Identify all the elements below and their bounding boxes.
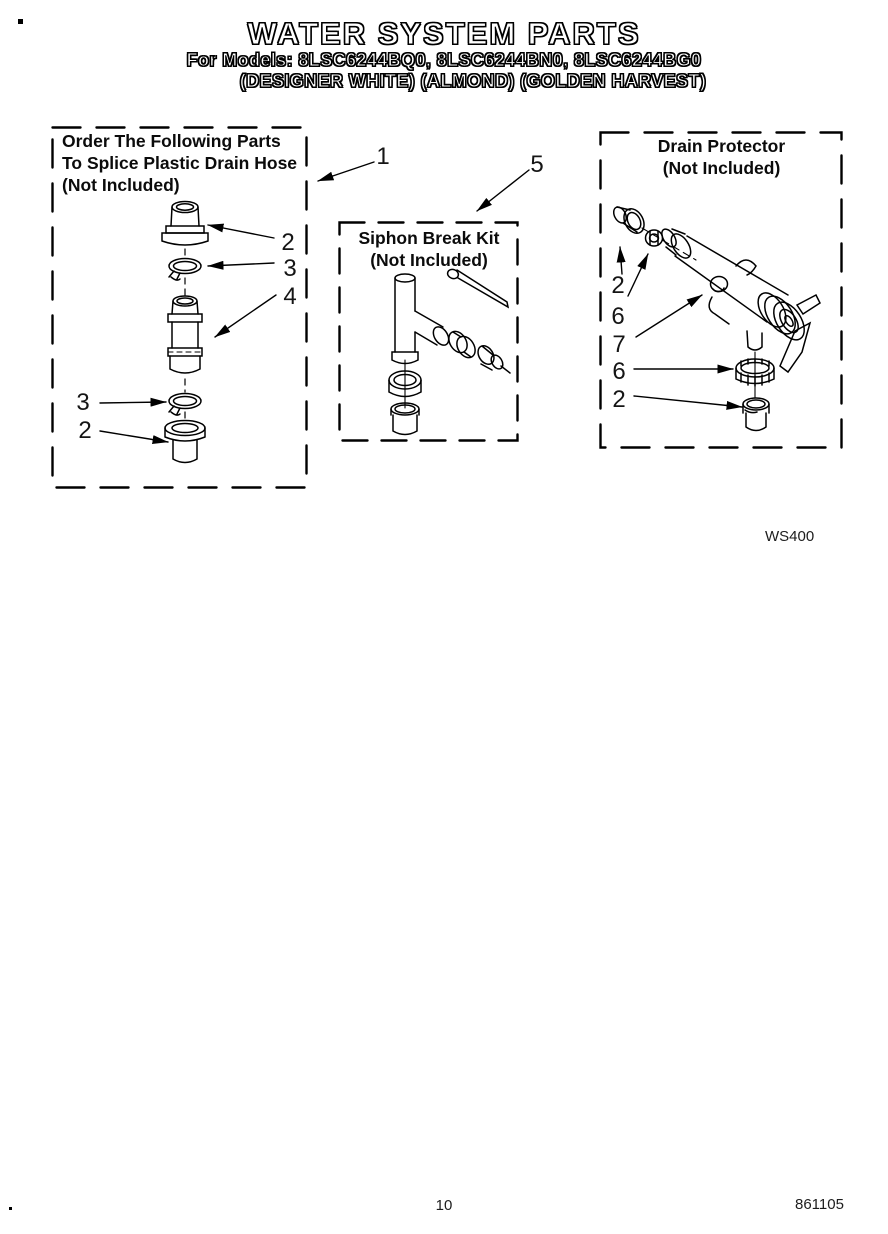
callout-splice-top-clamp: 3 — [283, 255, 297, 282]
siphon-parts-drawing — [389, 268, 510, 435]
callout-splice-top-coupling: 2 — [281, 229, 295, 256]
registration-mark-top-left — [18, 19, 23, 24]
siphon-coupling-part — [475, 343, 510, 373]
splice-bottom-coupling-part — [165, 421, 205, 463]
siphon-box-title — [340, 227, 518, 271]
page-number: 10 — [435, 1197, 453, 1214]
callout-splice-bottom-coupling: 2 — [78, 417, 92, 444]
drain-body-part — [659, 227, 820, 372]
callout-splice-bottom-clamp: 3 — [76, 389, 90, 416]
diagram-code: WS400 — [765, 528, 815, 545]
callout-main-assembly: 1 — [376, 143, 390, 170]
drain-top-coupling-part — [611, 205, 648, 237]
registration-mark-bottom-left — [9, 1207, 12, 1210]
drain-box-title-line1: Drain Protector — [657, 136, 786, 156]
doc-number: 861105 — [795, 1196, 844, 1213]
splice-box-title-line2: To Splice Plastic Drain Hose — [62, 153, 298, 173]
top-callout-arrows — [318, 162, 529, 211]
callout-drain-bottom-coupling: 2 — [612, 386, 626, 413]
callout-splice-connector: 4 — [283, 283, 297, 310]
splice-box-title-line1: Order The Following Parts — [62, 131, 281, 151]
callout-drain-body: 7 — [612, 331, 626, 358]
page-title: WATER SYSTEM PARTS — [247, 16, 641, 51]
drain-box-title — [601, 135, 842, 179]
callout-drain-top-coupling: 2 — [611, 272, 625, 299]
splice-top-clamp-part — [169, 259, 201, 281]
siphon-box-title-line2: (Not Included) — [370, 250, 488, 270]
splice-box-title-line3: (Not Included) — [62, 175, 180, 195]
colors-line: (DESIGNER WHITE) (ALMOND) (GOLDEN HARVEST) — [239, 71, 707, 91]
drain-box-border — [601, 133, 842, 448]
splice-parts-drawing — [100, 202, 276, 463]
callout-drain-bottom-clamp: 6 — [612, 358, 626, 385]
drain-bottom-coupling-part — [743, 398, 769, 431]
drain-callout-arrows — [620, 247, 742, 407]
siphon-tee-pipe-part — [392, 274, 452, 364]
splice-connector-part — [168, 296, 202, 373]
splice-box-title — [62, 130, 297, 196]
siphon-ring-nut-part — [445, 328, 479, 361]
drain-box-title-line2: (Not Included) — [662, 158, 781, 178]
callout-siphon-kit: 5 — [530, 151, 544, 178]
siphon-box-title-line1: Siphon Break Kit — [358, 228, 500, 248]
splice-callout-arrows — [100, 225, 276, 442]
drain-top-clamp-part — [646, 230, 663, 246]
callout-drain-top-clamp: 6 — [611, 303, 625, 330]
splice-top-coupling-part — [162, 202, 208, 246]
models-line: For Models: 8LSC6244BQ0, 8LSC6244BN0, 8LSC6244BG0 — [186, 50, 702, 70]
drain-parts-drawing — [611, 205, 820, 431]
siphon-cable-tie-part — [446, 268, 508, 307]
